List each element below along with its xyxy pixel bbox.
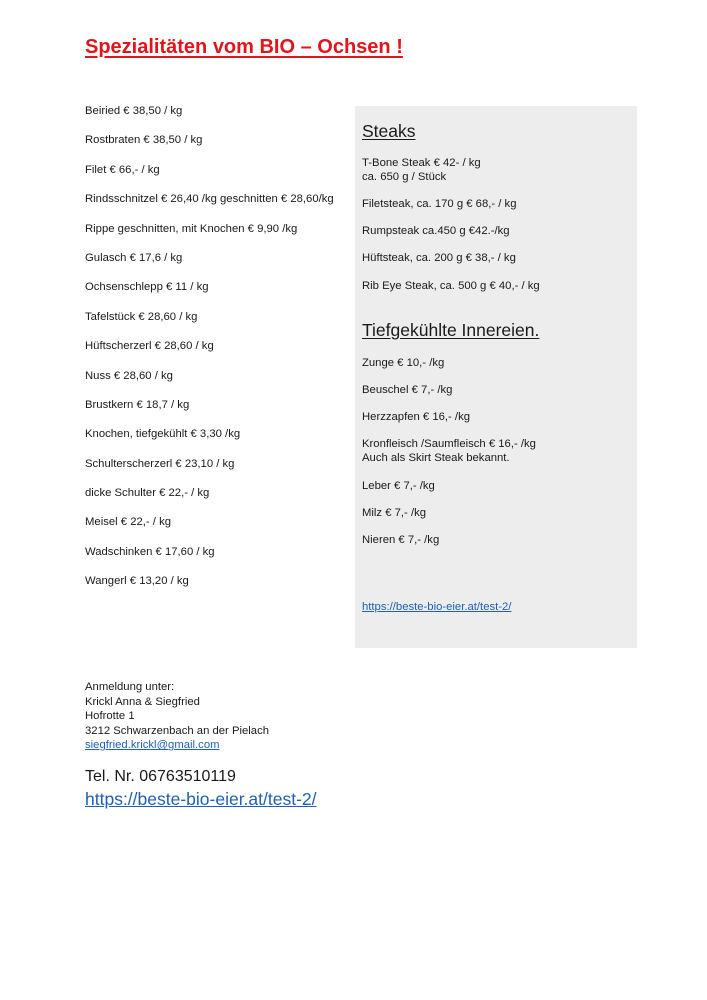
contact-label: Anmeldung unter: — [85, 681, 175, 693]
steaks-heading: Steaks — [362, 121, 416, 141]
website-link[interactable]: https://beste-bio-eier.at/test-2/ — [85, 789, 317, 809]
innereien-item: Milz € 7,- /kg — [362, 507, 427, 519]
price-item: Wangerl € 13,20 / kg — [85, 575, 189, 588]
innereien-item: Nieren € 7,- /kg — [362, 534, 440, 546]
contact-email-link[interactable]: siegfried.krickl@gmail.com — [85, 739, 220, 752]
price-item: dicke Schulter € 22,- / kg — [85, 487, 210, 500]
price-item: Hüftscherzerl € 28,60 / kg — [85, 340, 214, 353]
price-item: Meisel € 22,- / kg — [85, 516, 172, 529]
price-item: Rippe geschnitten, mit Knochen € 9,90 /kg — [85, 222, 298, 235]
steak-item: Rumpsteak ca.450 g €42.-/kg — [362, 225, 510, 237]
price-item: Wadschinken € 17,60 / kg — [85, 545, 215, 558]
panel-website-link[interactable]: https://beste-bio-eier.at/test-2/ — [362, 601, 512, 613]
innereien-item: Zunge € 10,- /kg — [362, 357, 445, 369]
innereien-item: Leber € 7,- /kg — [362, 480, 435, 492]
steak-item: Hüftsteak, ca. 200 g € 38,- / kg — [362, 252, 516, 264]
price-item: Ochsenschlepp € 11 / kg — [85, 281, 209, 294]
price-item: Gulasch € 17,6 / kg — [85, 251, 183, 264]
innereien-heading: Tiefgekühlte Innereien. — [362, 320, 540, 340]
steak-item-note: ca. 650 g / Stück — [362, 171, 447, 183]
page-title: Spezialitäten vom BIO – Ochsen ! — [85, 36, 403, 58]
steak-item: Filetsteak, ca. 170 g € 68,- / kg — [362, 198, 517, 210]
steak-item: T-Bone Steak € 42- / kg — [362, 157, 481, 169]
price-item: Nuss € 28,60 / kg — [85, 369, 173, 382]
contact-street: Hofrotte 1 — [85, 710, 135, 723]
innereien-item: Beuschel € 7,- /kg — [362, 384, 453, 396]
phone-number: Tel. Nr. 06763510119 — [85, 768, 236, 785]
price-item: Schulterscherzerl € 23,10 / kg — [85, 457, 235, 470]
price-item: Rindsschnitzel € 26,40 /kg geschnitten € 28,60/kg — [85, 193, 334, 206]
price-item: Filet € 66,- / kg — [85, 163, 160, 176]
innereien-item-note: Auch als Skirt Steak bekannt. — [362, 452, 510, 464]
price-item: Beiried € 38,50 / kg — [85, 105, 183, 117]
contact-city: 3212 Schwarzenbach an der Pielach — [85, 724, 270, 737]
contact-name: Krickl Anna & Siegfried — [85, 695, 200, 708]
steaks-panel — [355, 106, 637, 648]
innereien-item: Kronfleisch /Saumfleisch € 16,- /kg — [362, 438, 536, 450]
innereien-item: Herzzapfen € 16,- /kg — [362, 411, 471, 423]
contact-block — [85, 680, 269, 753]
price-item: Rostbraten € 38,50 / kg — [85, 134, 203, 147]
price-item: Brustkern € 18,7 / kg — [85, 398, 190, 411]
price-item: Knochen, tiefgekühlt € 3,30 /kg — [85, 428, 241, 441]
price-item: Tafelstück € 28,60 / kg — [85, 310, 198, 323]
price-list — [85, 104, 334, 604]
steak-item: Rib Eye Steak, ca. 500 g € 40,- / kg — [362, 280, 540, 292]
